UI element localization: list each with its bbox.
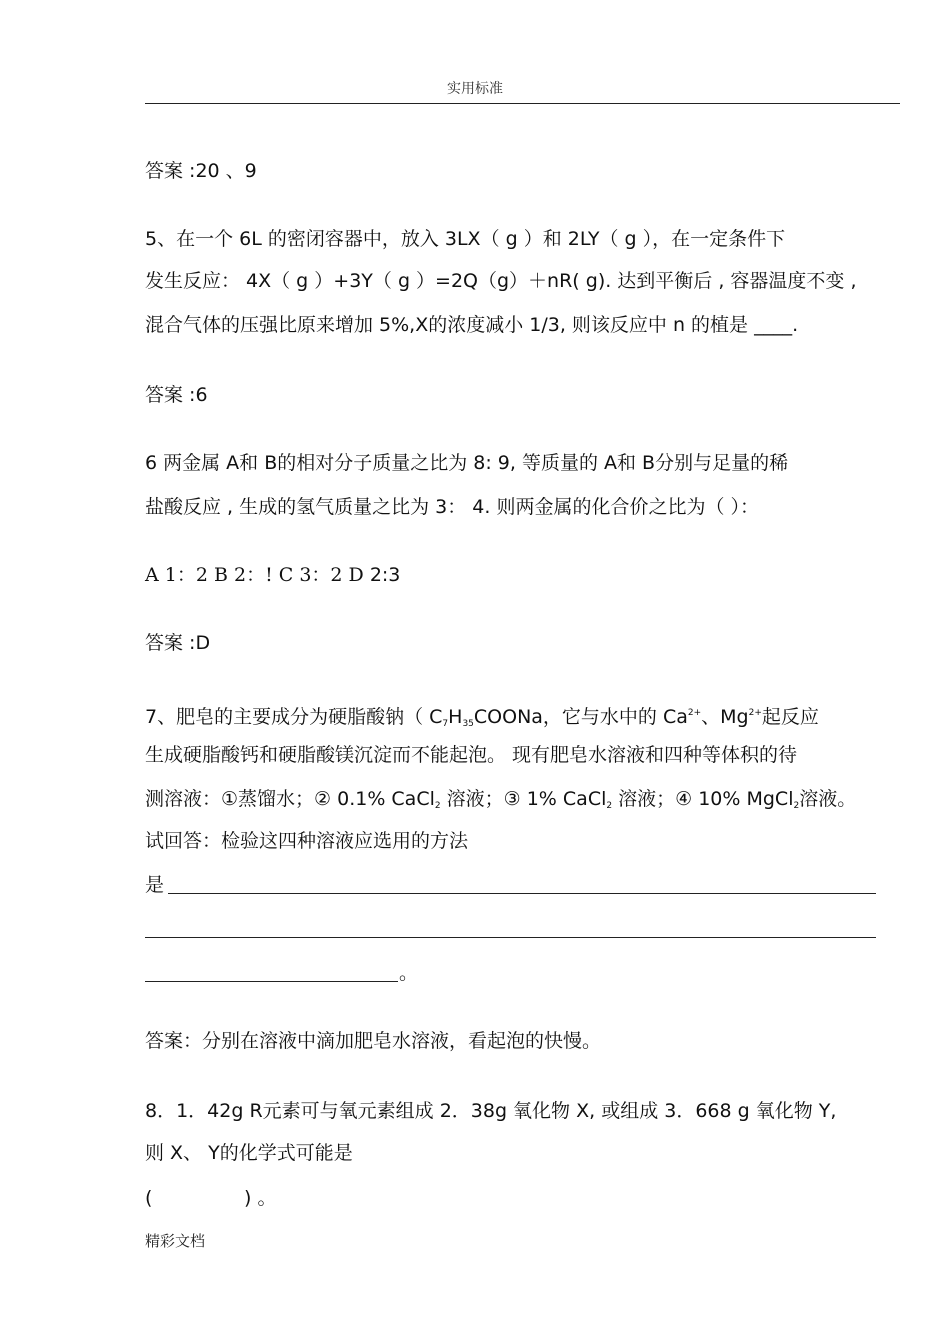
q6-option-d: 2:3 [369,564,401,586]
q7-l1-text: 7、肥皂的主要成分为硬脂酸钠（ C [145,706,443,728]
q7-l1-h: H [448,706,463,728]
subscript: 2 [606,801,613,811]
q7-line-5: 是 [145,874,165,896]
subscript: 2 [434,801,441,811]
q8-line-3-open: ( [145,1187,153,1209]
superscript: 2+ [687,708,702,718]
q7-l1-text-2: COONa，它与水中的 Ca [473,706,688,728]
subscript: 35 [462,719,474,729]
q6-line-2: 盐酸反应 , 生成的氢气质量之比为 3： 4. 则两金属的化合价之比为（ ）： [145,496,759,518]
answer-q6: 答案 :D [145,632,211,654]
q7-l1-text-3: 、Mg [701,706,749,728]
subscript: 7 [442,719,449,729]
q7-l1-text-4: 起反应 [761,706,819,728]
q7-l3-text-2: 溶液；③ 1% CaCl [440,788,607,810]
q7-l3-text-4: 溶液。 [799,788,857,810]
q7-l3-text-3: 溶液；④ 10% MgCl [612,788,794,810]
q5-line-1: 5、在一个 6L 的密闭容器中，放入 3LX（ g ）和 2LY（ g ），在一定条件下 [145,228,786,250]
q8-line-3-close: ) 。 [244,1187,277,1209]
page-footer: 精彩文档 [145,1232,206,1250]
q7-line-1 [145,702,819,735]
q7-end-mark: 。 [399,962,419,984]
answer-q5: 答案 :6 [145,384,208,406]
q5-line-3: 混合气体的压强比原来增加 5%,X的浓度减小 1/3, 则该反应中 n 的植是 ____. [145,314,799,336]
q6-options [145,564,400,586]
q6-options-abc: A 1：2 B 2：! C 3：2 D [145,564,370,586]
answer-blank-line-3[interactable] [145,981,398,982]
answer-blank-line-1[interactable] [168,893,876,894]
q7-l3-text: 测溶液：①蒸馏水；② 0.1% CaCl [145,788,435,810]
q8-line-1: 8．1．42g R元素可与氧元素组成 2．38g 氧化物 X, 或组成 3．668 g 氧化物 Y, [145,1100,837,1122]
page-header: 实用标准 [447,81,503,97]
q6-line-1: 6 两金属 A和 B的相对分子质量之比为 8: 9, 等质量的 A和 B分别与足量的稀 [145,452,789,474]
subscript: 2 [793,801,800,811]
q7-line-4: 试回答：检验这四种溶液应选用的方法 [145,830,469,852]
q5-line-2: 发生反应： 4X（ g ）+3Y（ g ）=2Q（g）＋nR( g). 达到平衡后 , 容器温度不变 , [145,270,857,292]
answer-q7: 答案：分别在溶液中滴加肥皂水溶液，看起泡的快慢。 [145,1030,602,1052]
q8-line-2: 则 X、 Y的化学式可能是 [145,1142,353,1164]
answer-q4: 答案 :20 、9 [145,160,257,182]
answer-blank-line-2[interactable] [145,937,876,938]
q7-line-3 [145,788,856,817]
header-rule [145,103,900,104]
q7-line-2: 生成硬脂酸钙和硬脂酸镁沉淀而不能起泡。 现有肥皂水溶液和四种等体积的待 [145,744,798,766]
superscript: 2+ [748,708,762,718]
